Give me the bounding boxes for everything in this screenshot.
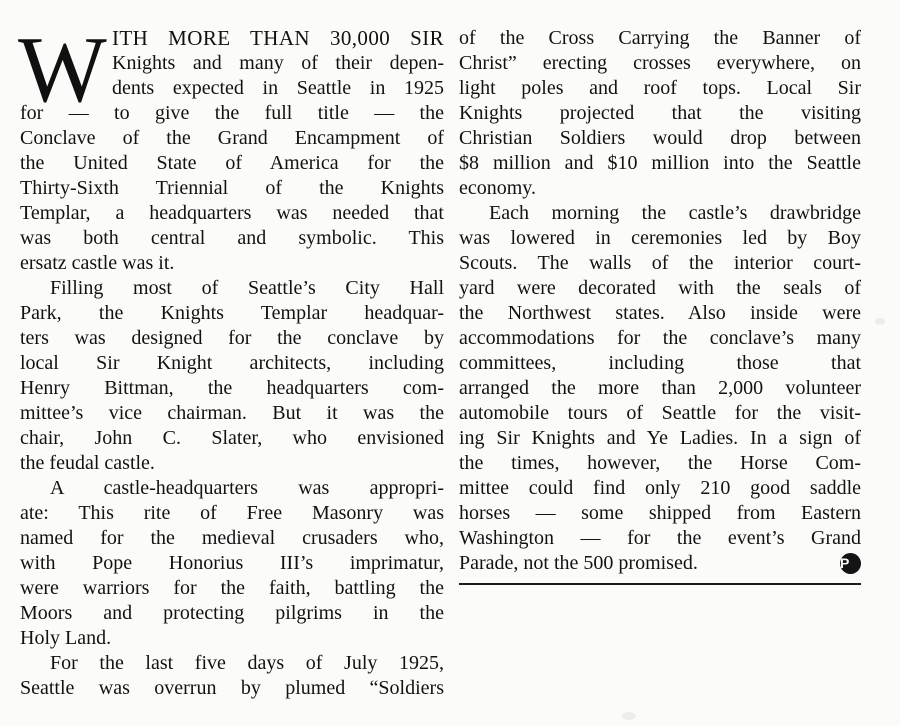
text-line: ters was designed for the conclave by (20, 327, 444, 349)
text-line: Park, the Knights Templar headquar- (20, 302, 444, 324)
text-line: named for the medieval crusaders who, (20, 527, 444, 549)
text-line: Templar, a headquarters was needed that (20, 202, 444, 224)
scan-smudge (622, 712, 636, 720)
text-line: mittee’s vice chairman. But it was the (20, 402, 444, 424)
text-line: arranged the more than 2,000 volunteer (459, 377, 861, 399)
text-line: chair, John C. Slater, who envisioned (20, 427, 444, 449)
text-line: were warriors for the faith, battling the (20, 577, 444, 599)
text-line: Washington — for the event’s Grand (459, 527, 861, 549)
text-line: of the Cross Carrying the Banner of (459, 27, 861, 49)
left-column (18, 18, 444, 701)
text-line: committees, including those that (459, 352, 861, 374)
end-of-article-mark-icon: P (840, 553, 861, 574)
text-line: ing Sir Knights and Ye Ladies. In a sign of (459, 427, 861, 449)
text-line: A castle-headquarters was appropri- (50, 477, 444, 499)
text-line: with Pope Honorius III’s imprimatur, (20, 552, 444, 574)
text-line: light poles and roof tops. Local Sir (459, 77, 861, 99)
text-line: ate: This rite of Free Masonry was (20, 502, 444, 524)
text-line: Henry Bittman, the headquarters com- (20, 377, 444, 399)
drop-cap: W (18, 18, 107, 122)
text-line: ITH MORE THAN 30,000 SIR (112, 26, 444, 50)
text-line: dents expected in Seattle in 1925 (112, 77, 444, 99)
text-line: the Northwest states. Also inside were (459, 302, 861, 324)
text-line: the United State of America for the (20, 152, 444, 174)
text-line: Each morning the castle’s drawbridge (489, 202, 861, 224)
text-line: Parade, not the 500 promised. P (459, 551, 861, 576)
text-line: for — to give the full title — the (20, 102, 444, 124)
right-column (459, 26, 861, 585)
text-line: economy. (459, 177, 537, 199)
text-line: Conclave of the Grand Encampment of (20, 127, 444, 149)
text-line: the feudal castle. (20, 452, 155, 474)
text-line: Knights and many of their depen- (112, 52, 444, 74)
text-line: Filling most of Seattle’s City Hall (50, 277, 444, 299)
text-line: Seattle was overrun by plumed “Soldiers (20, 677, 444, 699)
text-line: Christian Soldiers would drop between (459, 127, 861, 149)
text-line: Knights projected that the visiting (459, 102, 861, 124)
text-line: local Sir Knight architects, including (20, 352, 444, 374)
text-line: ersatz castle was it. (20, 252, 175, 274)
text-line: mittee could find only 210 good saddle (459, 477, 861, 499)
text-line: Christ” erecting crosses everywhere, on (459, 52, 861, 74)
scan-smudge (875, 318, 885, 325)
text-line: automobile tours of Seattle for the visit- (459, 402, 861, 424)
end-rule (459, 583, 861, 585)
text-line: For the last five days of July 1925, (50, 652, 444, 674)
text-line: Holy Land. (20, 627, 112, 649)
text-line: Moors and protecting pilgrims in the (20, 602, 444, 624)
text-line: Thirty-Sixth Triennial of the Knights (20, 177, 444, 199)
text-line: yard were decorated with the seals of (459, 277, 861, 299)
text-line: accommodations for the conclave’s many (459, 327, 861, 349)
text-line: the times, however, the Horse Com- (459, 452, 861, 474)
text-line: was lowered in ceremonies led by Boy (459, 227, 861, 249)
text-line: horses — some shipped from Eastern (459, 502, 861, 524)
text-line: was both central and symbolic. This (20, 227, 444, 249)
text-line: $8 million and $10 million into the Seattle (459, 152, 861, 174)
text-line: Scouts. The walls of the interior court- (459, 252, 861, 274)
